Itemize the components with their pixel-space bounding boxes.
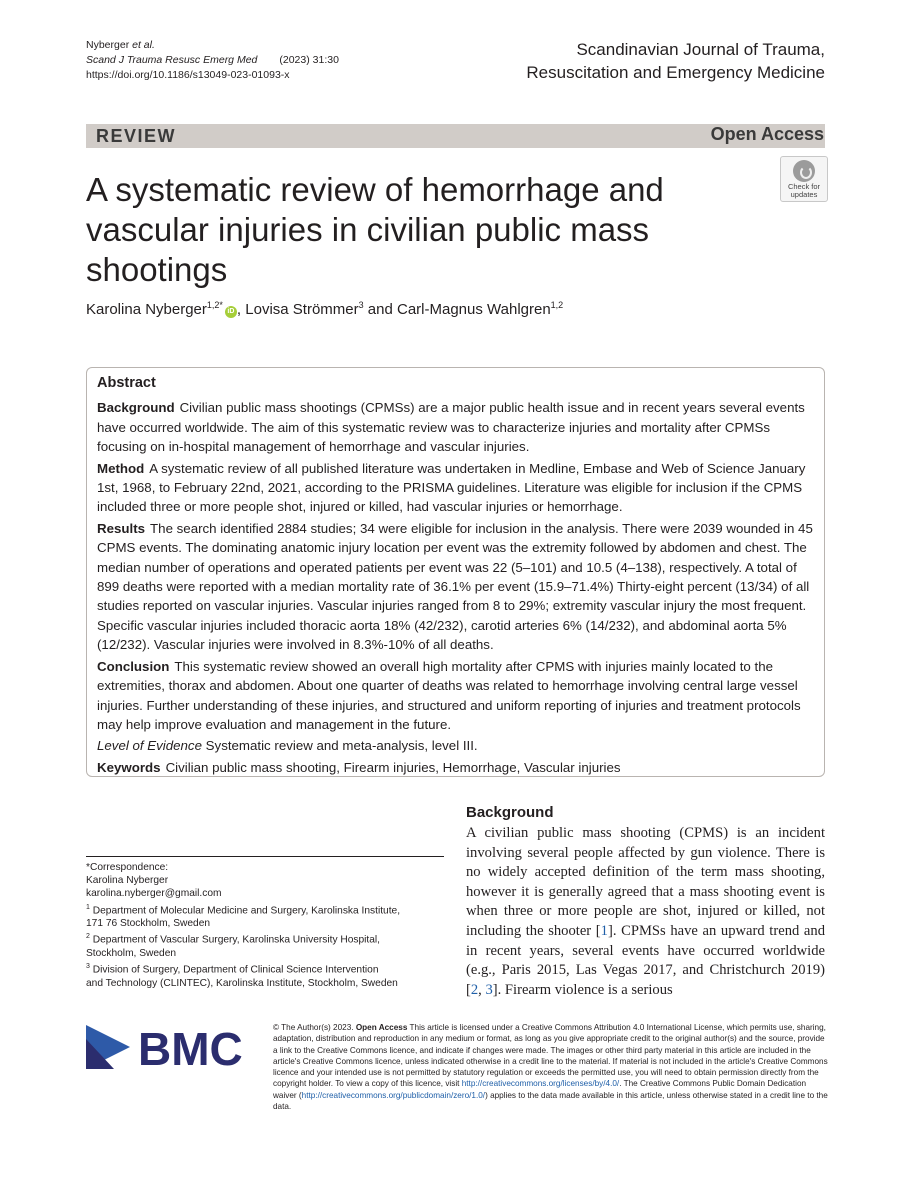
article-type: REVIEW — [96, 126, 177, 146]
abstract-heading: Abstract — [97, 375, 156, 391]
footnotes: *Correspondence: Karolina Nyberger karolina.nyberger@gmail.com $^1$ Department of Molecular Medicine and Surgery, Karolinska Institute, 171 76 Stockholm, Sweden $^2$ Department of Vascular Surgery, Karolinska University Hospital, Stockholm, Sweden $^3$ Division of Surgery, Department of Clinical Science Intervention and Technology (CLINTEC), Karolinska Institute, Stockholm, Sweden — [86, 861, 446, 990]
check-for-updates-button[interactable]: Check for updates — [780, 156, 828, 202]
waiver-link[interactable]: http://creativecommons.org/publicdomain/zero/1.0/ — [301, 1090, 486, 1100]
license-statement: © The Author(s) 2023. Open Access This article is licensed under a Creative Commons Attribution 4.0 International License, which permits use, sharing, adaptation, distribution and reproduction in any medium or format, as long as you give appropriate credit to the original author(s) and the source, provide a link to the Creative Commons licence, and indicate if changes were made. The images or other third party material in this article are included in the article's Creative Commons licence, unless indicated otherwise in a credit line to the material. If material is not included in the article's Creative Commons licence and your intended use is not permitted by statutory regulation or exceeds the permitted use, you will need to obtain permission directly from the copyright holder. To view a copy of this licence, visit http://creativecommons.org/licenses/by/4.0/. The Creative Commons Public Domain Dedication waiver (http://creativecommons.org/publicdomain/zero/1.0/) applies to the data made available in this article, unless otherwise stated in a credit line to the data. — [273, 1023, 828, 1112]
author-list: Karolina Nyberger$^{1,2*}$iD , Lovisa Strömmer$^3$ and Carl-Magnus Wahlgren$^{1,2}$ — [86, 300, 564, 318]
footnote-divider — [86, 856, 444, 857]
affiliation-1: $^1$ Department of Molecular Medicine and Surgery, Karolinska Institute, — [86, 903, 401, 916]
abstract-level: Level of Evidence Systematic review and meta-analysis, level III. — [97, 738, 478, 754]
bmc-logo — [86, 1025, 256, 1069]
abstract — [97, 374, 817, 779]
journal-name: Scandinavian Journal of Trauma, Resuscitation and Emergency Medicine — [526, 40, 825, 82]
abstract-method: Method A systematic review of all published literature was undertaken in Medline, Embase and Web of Science January 1st, 1968, to February 22nd, 2021, according to the PRISMA guidelines. Literature was eligible for inclusion if the CPMS included three or more people shot, injured or killed, had vascular injuries or hemorrhage. — [97, 460, 806, 515]
section-heading-background: Background — [466, 804, 554, 821]
body-paragraph: A civilian public mass shooting (CPMS) is an incident involving several people affected by gun violence. There is no widely accepted definition of the term mass shooting, however it is generally agreed that a mass shooting event is when three or more people are shot, injured or killed, not including the shooter [1]. CPMSs have an upward trend and in recent years, several events have occurred worldwide (e.g., Paris 2015, Las Vegas 2017, and Christchurch 2019) [2, 3]. Firearm violence is a serious — [466, 825, 825, 998]
abstract-background: Background Civilian public mass shootings (CPMSs) are a major public health issue and in recent years several events have occurred worldwide. The aim of this systematic review was to characterize injuries and mortality after CPMSs focusing on in-hospital management of hemorrhage and vascular injuries. — [97, 400, 805, 455]
abstract-keywords: Keywords Civilian public mass shooting, Firearm injuries, Hemorrhage, Vascular injuries — [97, 759, 621, 775]
correspondence-email[interactable]: karolina.nyberger@gmail.com — [86, 888, 222, 900]
bmc-logo-text: BMC — [138, 1025, 243, 1069]
check-updates-icon — [793, 160, 815, 182]
citation-link[interactable]: 2 — [470, 981, 479, 998]
header-citation: Scand J Trauma Resusc Emerg Med (2023) 31:30 — [86, 54, 339, 66]
citation-link[interactable]: 1 — [600, 922, 608, 939]
license-link[interactable]: http://creativecommons.org/licenses/by/4.0/ — [461, 1079, 620, 1089]
article-title: A systematic review of hemorrhage and vascular injuries in civilian public mass shootings — [86, 171, 664, 288]
orcid-icon[interactable]: iD — [225, 306, 237, 318]
header-doi[interactable]: https://doi.org/10.1186/s13049-023-01093-x — [86, 69, 290, 81]
header-authors: Nyberger et al. — [86, 39, 155, 51]
abstract-conclusion: Conclusion This systematic review showed an overall high mortality after CPMS with injuries mainly located to the extremities, thorax and abdomen. About one quarter of deaths was related to hemorrhage involving central large vessel injuries. Further understanding of these injuries, and structured and uniform reporting of injuries and treatment protocols may help improve evaluation and management in the future. — [97, 658, 801, 732]
open-access-label: Open Access — [710, 124, 824, 144]
affiliation-2: $^2$ Department of Vascular Surgery, Karolinska University Hospital, — [86, 933, 380, 946]
running-header — [86, 38, 339, 83]
citation-link[interactable]: 3 — [485, 981, 493, 998]
affiliation-3: $^3$ Division of Surgery, Department of Clinical Science Intervention — [86, 963, 379, 976]
abstract-results: Results The search identified 2884 studies; 34 were eligible for inclusion in the analysis. There were 2039 wounded in 45 CPMS events. The dominating anatomic injury location per event was the extremity followed by abdomen and chest. The median number of operations and operated patients per event was 22 (5–101) and 10.5 (4–138), respectively. A total of 899 deaths were reported with a median mortality rate of 36.1% per event (15.9–71.4%) Thirty-eight percent (13/34) of all studies reported on vascular injuries. Vascular injuries ranged from 8 to 29%; extremity vascular injury the most frequent. Specific vascular injuries included thoracic aorta 18% (42/232), carotid arteries 6% (14/232), and abdominal aorta 5% (12/232). Vascular injuries were involved in 8.3%-10% of all deaths. — [97, 520, 813, 653]
